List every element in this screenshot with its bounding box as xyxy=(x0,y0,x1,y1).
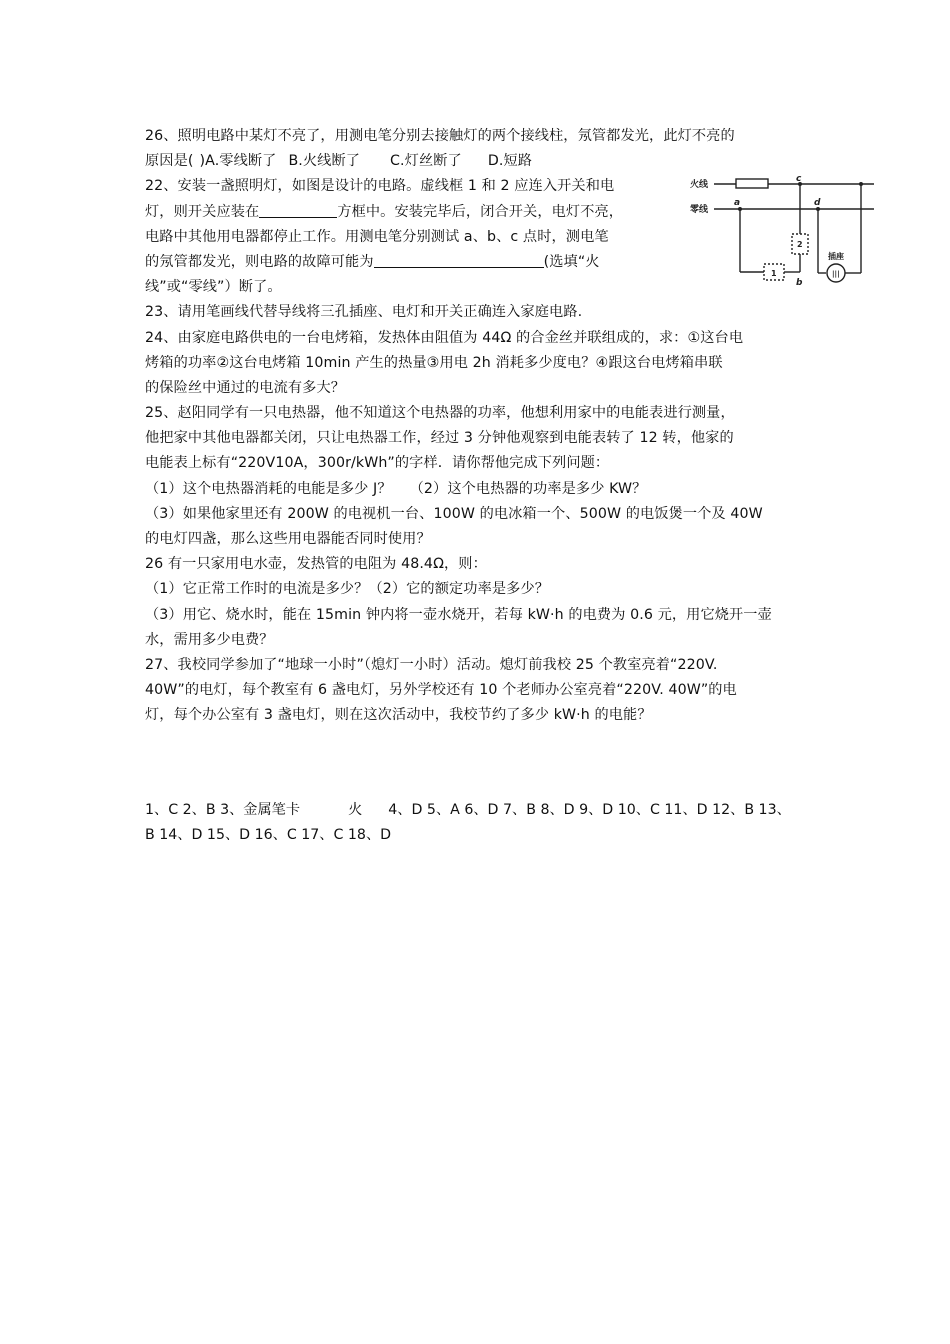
answers-line1 xyxy=(145,798,811,823)
circuit-diagram xyxy=(688,170,878,288)
answers-part2: 火 xyxy=(348,802,363,818)
box-2-label: 2 xyxy=(797,240,803,249)
q25-line6: 的电灯四盏，那么这些用电器能否同时使用？ xyxy=(145,531,431,547)
q22-line4-b: (选填“火 xyxy=(543,253,600,270)
q26a-option-a: )A.零线断了 xyxy=(199,153,277,170)
answers-part3: 4、D 5、A 6、D 7、B 8、D 9、D 10、C 11、D 12、B 13、 xyxy=(388,802,791,818)
q25-line5: （3）如果他家里还有 200W 的电视机一台、100W 的电冰箱一个、500W 的电饭煲一个及 40W xyxy=(145,505,763,522)
q25-sub1: （1）这个电热器消耗的电能是多少 J？ xyxy=(145,480,392,497)
q22-line1: 22、安装一盏照明灯，如图是设计的电路。虚线框 1 和 2 应连入开关和电 xyxy=(145,178,615,195)
live-wire-label: 火线 xyxy=(690,180,709,190)
q27-line3: 灯，每个办公室有 3 盏电灯，则在这次活动中，我校节约了多少 kW·h 的电能？ xyxy=(145,707,652,724)
q22-line4 xyxy=(145,250,681,275)
q25-line3: 电能表上标有“220V10A，300r/kWh”的字样．请你帮他完成下列问题： xyxy=(145,455,610,472)
q24-line1: 24、由家庭电路供电的一台电烤箱，发热体由阻值为 44Ω 的合金丝并联组成的，求：①这台电 xyxy=(145,329,744,346)
q26a-option-d: D.短路 xyxy=(487,153,533,170)
q26b-line1: 26 有一只家用电水壶，发热管的电阻为 48.4Ω，则： xyxy=(145,556,487,573)
q26b-line3: （3）用它、烧水时，能在 15min 钟内将一壶水烧开，若每 kW·h 的电费为 0.6 元，用它烧开一壶 xyxy=(145,606,772,623)
answers-part1: 1、C 2、B 3、金属笔卡 xyxy=(145,802,301,818)
q22-blank-1[interactable] xyxy=(259,201,337,218)
socket-label: 插座 xyxy=(828,252,844,261)
q22-line2-a: 灯，则开关应装在 xyxy=(145,203,260,220)
q22-line5: 线”或“零线”）断了。 xyxy=(145,279,282,296)
q23-line: 23、请用笔画线代替导线将三孔插座、电灯和开关正确连入家庭电路. xyxy=(145,304,583,321)
q24-line3: 的保险丝中通过的电流有多大？ xyxy=(145,379,346,396)
q27-line2: 40W”的电灯，每个教室有 6 盏电灯，另外学校还有 10 个老师办公室亮着“220V. 40W”的电 xyxy=(145,682,737,699)
q25-line1: 25、赵阳同学有一只电热器，他不知道这个电热器的功率，他想利用家中的电能表进行测量， xyxy=(145,405,735,422)
q27-line1: 27、我校同学参加了“地球一小时”（熄灯一小时）活动。熄灯前我校 25 个教室亮着“220V. xyxy=(145,656,718,673)
q22-line2-b: 方框中。安装完毕后，闭合开关，电灯不亮， xyxy=(337,203,624,220)
point-b-label: b xyxy=(796,278,803,288)
socket-pins: ||| xyxy=(832,270,840,278)
q26a-option-b: B.火线断了 xyxy=(288,153,361,170)
neutral-wire-label: 零线 xyxy=(690,205,709,215)
answers-line2: B 14、D 15、D 16、C 17、C 18、D xyxy=(145,827,392,844)
q25-sub2: （2）这个电热器的功率是多少 KW？ xyxy=(409,480,647,497)
q24-line2: 烤箱的功率②这台电烤箱 10min 产生的热量③用电 2h 消耗多少度电？④跟这台电烤箱串联 xyxy=(145,354,723,371)
q22-line4-a: 的氖管都发光，则电路的故障可能为 xyxy=(145,253,374,270)
q26a-option-c: C.灯丝断了 xyxy=(390,153,462,170)
q25-line2: 他把家中其他电器都关闭，只让电热器工作，经过 3 分钟他观察到电能表转了 12 转，他家的 xyxy=(145,430,734,447)
q22-blank-2[interactable] xyxy=(374,251,544,268)
point-c-label: c xyxy=(796,174,802,184)
box-1-label: 1 xyxy=(771,269,777,278)
q26b-line2: （1）它正常工作时的电流是多少？（2）它的额定功率是多少？ xyxy=(145,581,550,598)
fuse-symbol xyxy=(736,179,768,188)
point-d-label: d xyxy=(814,198,821,208)
point-a-label: a xyxy=(734,198,741,208)
q26b-line4: 水，需用多少电费？ xyxy=(145,631,274,648)
q22-line3: 电路中其他用电器都停止工作。用测电笔分别测试 a、b、c 点时，测电笔 xyxy=(145,228,609,245)
answer-key xyxy=(145,798,811,848)
q26a-prefix: 原因是( xyxy=(145,153,194,170)
q25-line4 xyxy=(145,477,811,502)
q22-line2 xyxy=(145,200,681,225)
q26a-line1: 26、照明电路中某灯不亮了，用测电笔分别去接触灯的两个接线柱，氖管都发光，此灯不亮的 xyxy=(145,128,735,144)
